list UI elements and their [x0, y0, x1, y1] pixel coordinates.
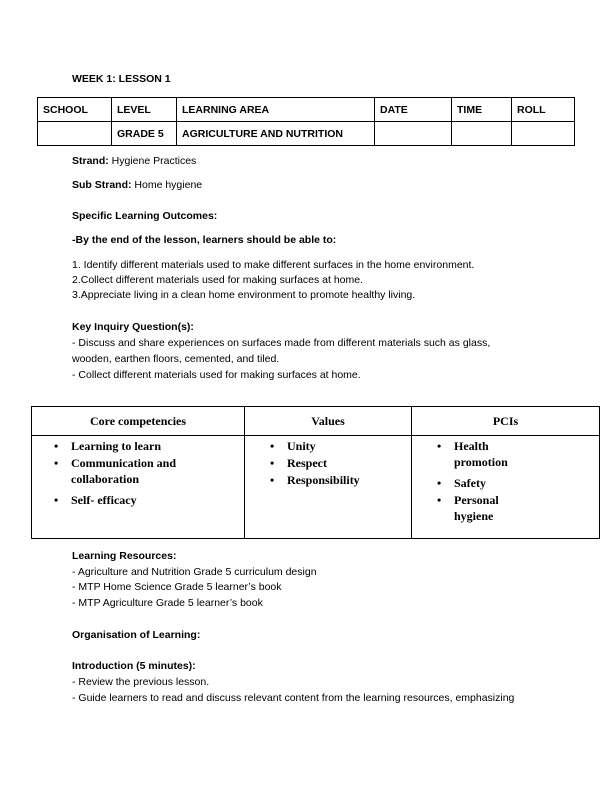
list-item: • Health promotion	[454, 438, 514, 470]
value-row	[38, 122, 575, 146]
list-item: • Respect	[287, 455, 411, 471]
core-competencies-header: Core competencies	[32, 407, 245, 436]
resource-item: - MTP Home Science Grade 5 learner’s book	[72, 581, 282, 593]
competencies-table	[31, 406, 600, 539]
lesson-header-table	[37, 97, 575, 146]
sub-strand-line	[72, 178, 202, 193]
core-competencies-list	[32, 438, 244, 508]
strand-line	[72, 154, 196, 169]
outcome-item: 3.Appreciate living in a clean home environment to promote healthy living.	[72, 289, 416, 301]
inquiry-line: - Discuss and share experiences on surfaces made from different materials such as glass,	[72, 337, 491, 349]
inquiry-line: - Collect different materials used for making surfaces at home.	[72, 369, 361, 381]
inquiry-heading: Key Inquiry Question(s):	[72, 321, 194, 333]
outcomes-heading: Specific Learning Outcomes:	[72, 210, 218, 222]
pcis-header: PCIs	[412, 407, 600, 436]
list-item: • Responsibility	[287, 472, 411, 488]
week-lesson-title: WEEK 1: LESSON 1	[72, 73, 171, 85]
list-item: • Communication and collaboration	[71, 455, 191, 487]
value-cell-school	[38, 122, 112, 146]
list-item: • Unity	[287, 438, 411, 454]
resource-item: - Agriculture and Nutrition Grade 5 curriculum design	[72, 566, 317, 578]
value-cell-level: GRADE 5	[112, 122, 177, 146]
list-item: • Personal hygiene	[454, 492, 514, 524]
pcis-list	[412, 438, 599, 524]
header-cell-school: SCHOOL	[38, 98, 112, 122]
competencies-header-row	[32, 407, 600, 436]
values-header: Values	[245, 407, 412, 436]
introduction-heading: Introduction (5 minutes):	[72, 660, 196, 672]
value-cell-learning-area: AGRICULTURE AND NUTRITION	[177, 122, 375, 146]
competencies-body-row	[32, 436, 600, 539]
values-list	[245, 438, 411, 488]
header-cell-date: DATE	[375, 98, 452, 122]
header-cell-roll: ROLL	[512, 98, 575, 122]
sub-strand-value: Home hygiene	[131, 179, 203, 191]
outcomes-intro: -By the end of the lesson, learners should be able to:	[72, 234, 337, 246]
values-cell	[245, 436, 412, 539]
pcis-cell	[412, 436, 600, 539]
core-competencies-cell	[32, 436, 245, 539]
outcome-item: 1. Identify different materials used to make different surfaces in the home environment.	[72, 259, 475, 271]
value-cell-date	[375, 122, 452, 146]
sub-strand-label: Sub Strand:	[72, 179, 132, 191]
strand-value: Hygiene Practices	[108, 155, 197, 167]
header-cell-learning-area: LEARNING AREA	[177, 98, 375, 122]
value-cell-time	[452, 122, 512, 146]
introduction-item: - Guide learners to read and discuss relevant content from the learning resources, emphasizing	[72, 692, 515, 704]
list-item: • Self- efficacy	[71, 492, 244, 508]
header-cell-level: LEVEL	[112, 98, 177, 122]
header-cell-time: TIME	[452, 98, 512, 122]
resources-heading: Learning Resources:	[72, 550, 177, 562]
value-cell-roll	[512, 122, 575, 146]
header-row	[38, 98, 575, 122]
organisation-heading: Organisation of Learning:	[72, 629, 201, 641]
outcome-item: 2.Collect different materials used for making surfaces at home.	[72, 274, 364, 286]
list-item: • Safety	[454, 475, 599, 491]
list-item: • Learning to learn	[71, 438, 244, 454]
introduction-item: - Review the previous lesson.	[72, 676, 210, 688]
inquiry-line: wooden, earthen floors, cemented, and tiled.	[72, 353, 280, 365]
resource-item: - MTP Agriculture Grade 5 learner’s book	[72, 597, 263, 609]
strand-label: Strand:	[72, 155, 109, 167]
